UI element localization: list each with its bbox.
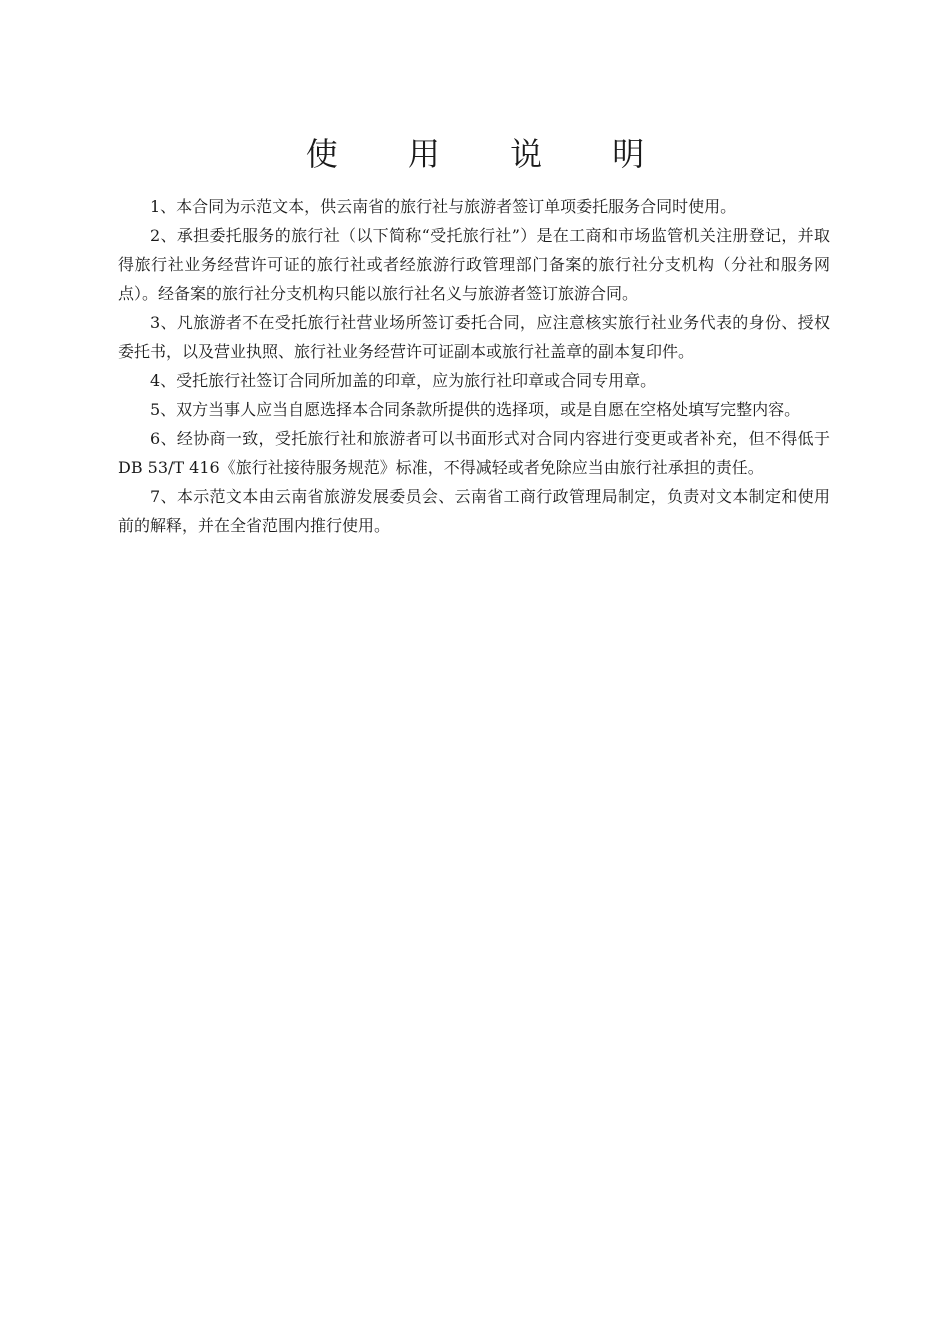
instruction-paragraph-2: 2、承担委托服务的旅行社（以下简称“受托旅行社”）是在工商和市场监管机关注册登记，并取得旅行社业务经营许可证的旅行社或者经旅游行政管理部门备案的旅行社分支机构（分社和服务网点）。经备案的旅行社分支机构只能以旅行社名义与旅游者签订旅游合同。 <box>118 226 830 303</box>
page-title: 使 用 说 明 <box>305 135 675 173</box>
instruction-paragraph-4: 4、受托旅行社签订合同所加盖的印章，应为旅行社印章或合同专用章。 <box>150 371 657 390</box>
instruction-paragraph-6: 6、经协商一致，受托旅行社和旅游者可以书面形式对合同内容进行变更或者补充，但不得低于 DB 53/T 416《旅行社接待服务规范》标准，不得减轻或者免除应当由旅行社承担的责任。 <box>118 429 830 477</box>
instruction-paragraph-1: 1、本合同为示范文本，供云南省的旅行社与旅游者签订单项委托服务合同时使用。 <box>150 197 737 216</box>
instruction-paragraph-5: 5、双方当事人应当自愿选择本合同条款所提供的选择项，或是自愿在空格处填写完整内容。 <box>150 400 801 419</box>
instructions-body <box>118 192 830 540</box>
instruction-paragraph-3: 3、凡旅游者不在受托旅行社营业场所签订委托合同，应注意核实旅行社业务代表的身份、授权委托书，以及营业执照、旅行社业务经营许可证副本或旅行社盖章的副本复印件。 <box>118 313 830 361</box>
instruction-paragraph-7: 7、本示范文本由云南省旅游发展委员会、云南省工商行政管理局制定，负责对文本制定和使用前的解释，并在全省范围内推行使用。 <box>118 487 830 535</box>
